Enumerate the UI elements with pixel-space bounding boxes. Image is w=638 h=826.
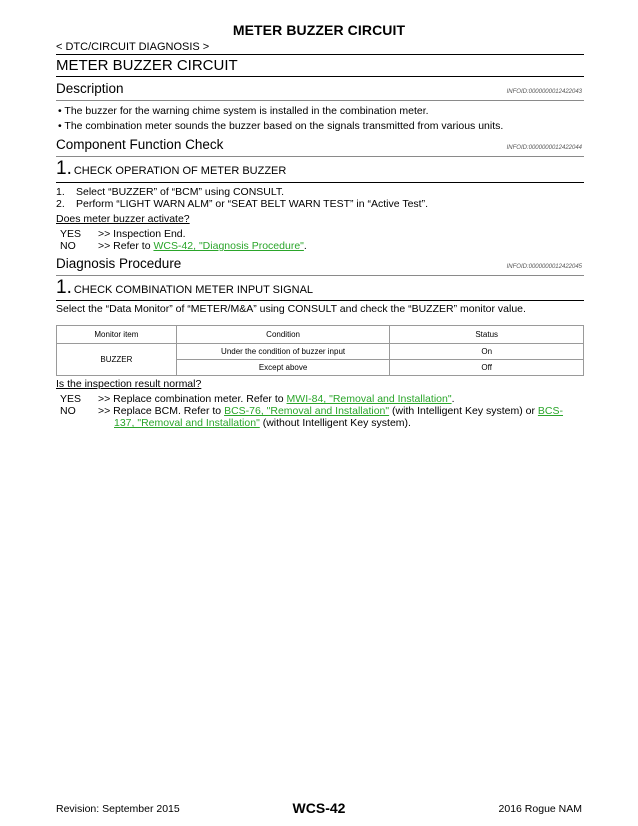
- table-header: Status: [390, 326, 584, 344]
- header-divider: [56, 54, 584, 55]
- yes-result: >> Inspection End.: [98, 228, 186, 240]
- procedure-number: 2.: [56, 198, 65, 210]
- procedure-text: Perform “LIGHT WARN ALM” or “SEAT BELT WARN TEST” in “Active Test”.: [76, 198, 429, 210]
- reference-link[interactable]: WCS-42, "Diagnosis Procedure": [153, 240, 304, 252]
- procedure-text: Select “BUZZER” of “BCM” using CONSULT.: [76, 186, 285, 198]
- table-header: Monitor item: [57, 326, 177, 344]
- table-cell-status: Off: [390, 360, 584, 376]
- component-check-heading: Component Function Check: [56, 137, 224, 152]
- diagnosis-heading: Diagnosis Procedure: [56, 256, 182, 271]
- reference-link[interactable]: MWI-84, "Removal and Installation": [286, 393, 452, 405]
- diagnosis-divider: [56, 275, 584, 276]
- step-number: 1.: [56, 158, 72, 179]
- table-cell-condition: Under the condition of buzzer input: [176, 344, 390, 360]
- step-title: CHECK OPERATION OF METER BUZZER: [73, 165, 287, 177]
- table-header-row: [57, 326, 584, 344]
- yes-label: YES: [60, 228, 82, 240]
- footer-revision: Revision: September 2015: [56, 803, 180, 815]
- page-header-title: METER BUZZER CIRCUIT: [232, 22, 406, 38]
- title-divider: [56, 76, 584, 77]
- table-cell-monitor-item: BUZZER: [57, 344, 177, 376]
- breadcrumb: < DTC/CIRCUIT DIAGNOSIS >: [56, 41, 210, 53]
- table-cell-status: On: [390, 344, 584, 360]
- description-divider: [56, 100, 584, 101]
- result-text: (without Intelligent Key system).: [259, 417, 411, 429]
- step-title: CHECK COMBINATION METER INPUT SIGNAL: [73, 284, 314, 296]
- no-result: [98, 405, 563, 417]
- table-cell-condition: Except above: [176, 360, 390, 376]
- description-info-id: INFOID:0000000012422043: [506, 89, 582, 95]
- result-text: >> Replace combination meter. Refer to: [98, 393, 287, 405]
- instruction-text: Select the “Data Monitor” of “METER/M&A” using CONSULT and check the “BUZZER” monitor value.: [56, 303, 526, 315]
- yes-label: YES: [60, 393, 82, 405]
- no-result-continued: [114, 417, 411, 429]
- no-label: NO: [60, 405, 76, 417]
- yes-result: [98, 393, 454, 405]
- reference-link[interactable]: BCS-: [537, 405, 564, 417]
- result-text: (with Intelligent Key system) or: [389, 405, 538, 417]
- step-heading: [56, 277, 313, 299]
- diagnosis-info-id: INFOID:0000000012422045: [506, 264, 582, 270]
- table-header: Condition: [176, 326, 390, 344]
- bullet-text: The combination meter sounds the buzzer based on the signals transmitted from various units.: [64, 120, 504, 132]
- reference-link[interactable]: BCS-76, "Removal and Installation": [224, 405, 390, 417]
- result-text: .: [451, 393, 455, 405]
- page-title: METER BUZZER CIRCUIT: [56, 57, 238, 74]
- procedure-number: 1.: [56, 186, 65, 198]
- footer-page-number: WCS-42: [292, 800, 346, 816]
- reference-link[interactable]: 137, "Removal and Installation": [114, 417, 260, 429]
- result-text: .: [303, 240, 307, 252]
- no-label: NO: [60, 240, 76, 252]
- step-divider: [56, 182, 584, 183]
- no-result: [98, 240, 307, 252]
- inspection-question: Does meter buzzer activate?: [56, 213, 190, 225]
- step-heading: [56, 158, 286, 180]
- component-check-info-id: INFOID:0000000012422044: [506, 145, 582, 151]
- description-heading: Description: [56, 81, 124, 96]
- bullet-text: The buzzer for the warning chime system is installed in the combination meter.: [64, 105, 429, 117]
- step-number: 1.: [56, 277, 72, 298]
- result-text: >> Replace BCM. Refer to: [98, 405, 225, 417]
- description-bullet: • The combination meter sounds the buzzer based on the signals transmitted from various units.: [58, 120, 504, 132]
- component-check-divider: [56, 156, 584, 157]
- step-divider: [56, 300, 584, 301]
- table-row: [57, 344, 584, 360]
- inspection-question: Is the inspection result normal?: [56, 378, 202, 390]
- monitor-table: [56, 325, 584, 376]
- description-bullet: • The buzzer for the warning chime system is installed in the combination meter.: [58, 105, 429, 117]
- footer-model: 2016 Rogue NAM: [498, 803, 582, 815]
- result-text: >> Refer to: [98, 240, 154, 252]
